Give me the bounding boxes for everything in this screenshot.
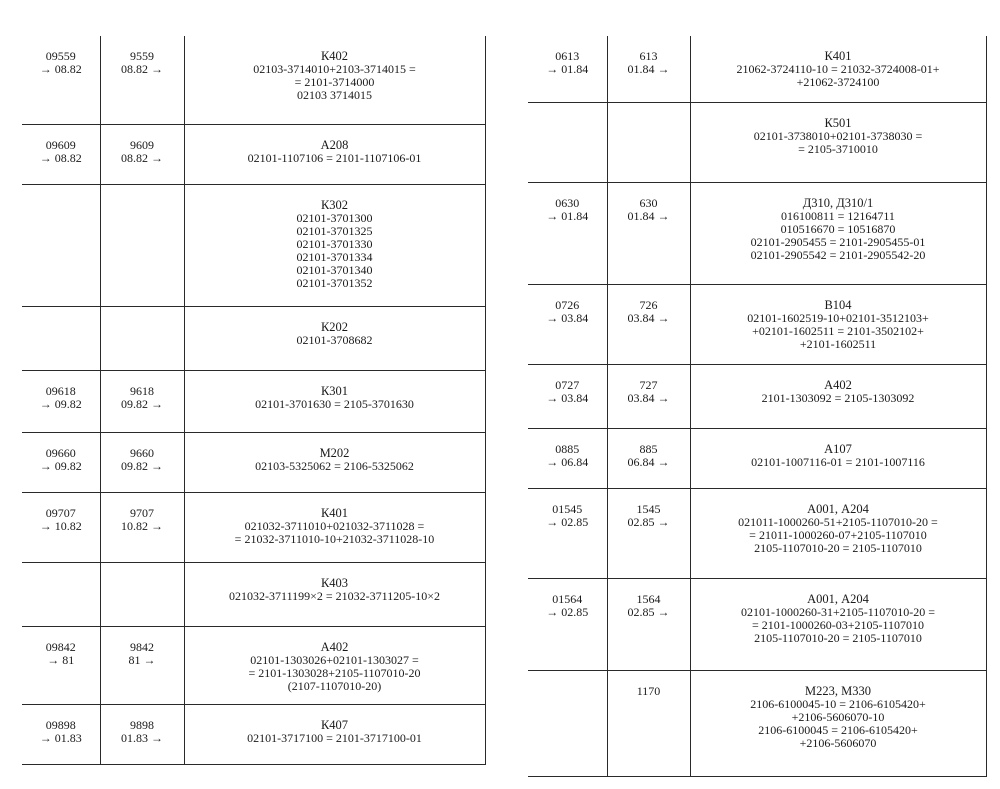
part-number-line: 02101-1007116-01 = 2101-1007116 <box>751 454 925 469</box>
table-row <box>22 492 485 562</box>
pin-number: 9660 <box>130 445 154 460</box>
table-row <box>528 578 986 670</box>
right-column-table <box>528 36 987 777</box>
pin-number: 0885 <box>555 441 580 456</box>
new-number-cell <box>607 488 690 578</box>
part-number-line: 02101-3701300 <box>296 210 373 225</box>
part-number-line: +21062-3724100 <box>796 75 880 89</box>
part-code: А001, А204 <box>807 501 869 516</box>
date-change: → 01.84 <box>546 62 589 76</box>
table-row <box>22 306 485 370</box>
part-number-line: 02101-1107106 = 2101-1107106-01 <box>247 150 422 165</box>
date-change: → 10.82 <box>39 518 82 533</box>
part-code: А001, А204 <box>807 591 869 606</box>
new-number-cell <box>100 626 184 704</box>
part-number-line: 02101-3701340 <box>296 262 373 277</box>
content-cell <box>690 428 986 488</box>
part-code: К407 <box>320 717 349 732</box>
part-number-line: 21062-3724110-10 = 21032-3724008-01+ <box>736 62 940 76</box>
content-cell <box>184 124 485 184</box>
part-number-line: = 2105-3710010 <box>798 141 878 156</box>
old-number-cell <box>22 704 100 764</box>
part-number-line: 2105-1107010-20 = 2105-1107010 <box>754 630 922 645</box>
part-number-line: 02101-3701334 <box>296 249 373 264</box>
new-number-cell <box>607 428 690 488</box>
pin-number: 0613 <box>555 49 580 63</box>
part-number-line: 02101-3738010+02101-3738030 = <box>753 128 923 143</box>
date-change: 02.85 → <box>627 514 670 529</box>
part-number-line: 02101-1602519-10+02101-3512103+ <box>747 310 929 325</box>
content-cell <box>690 102 986 182</box>
part-code: К202 <box>320 319 349 334</box>
table-row <box>528 488 986 578</box>
new-number-cell <box>607 364 690 428</box>
date-change: 01.83 → <box>121 730 163 745</box>
date-change: 03.84 → <box>627 310 670 325</box>
new-number-cell <box>607 578 690 670</box>
part-number-line: 02101-3701630 = 2105-3701630 <box>255 396 414 411</box>
pin-number: 1170 <box>636 683 661 698</box>
part-number-line: 02103-5325062 = 2106-5325062 <box>255 458 414 473</box>
date-change: → 09.82 <box>39 458 82 473</box>
date-change: 08.82 → <box>121 150 163 165</box>
table-row <box>528 284 986 364</box>
table-row <box>22 562 485 626</box>
date-change: 01.84 → <box>627 62 670 76</box>
new-number-cell <box>607 36 690 102</box>
date-change: → 08.82 <box>39 150 82 165</box>
pin-number: 09842 <box>45 639 76 654</box>
old-number-cell <box>22 562 100 626</box>
content-cell <box>184 492 485 562</box>
old-number-cell <box>22 626 100 704</box>
part-number-line: 02101-3717100 = 2101-3717100-01 <box>247 730 422 745</box>
part-number-line: 02101-1000260-31+2105-1107010-20 = <box>740 604 936 619</box>
part-number-line: 02101-1303026+02101-1303027 = <box>250 652 419 667</box>
new-number-cell <box>100 432 184 492</box>
content-cell <box>184 626 485 704</box>
part-code: М223, М330 <box>805 683 871 698</box>
new-number-cell <box>100 704 184 764</box>
part-number-line: 02103 3714015 <box>297 88 372 102</box>
part-code: А107 <box>824 441 852 456</box>
part-number-line: 02101-3701330 <box>296 236 373 251</box>
new-number-cell <box>100 370 184 432</box>
new-number-cell <box>607 182 690 284</box>
pin-number: 09707 <box>45 505 76 520</box>
date-change: 09.82 → <box>121 458 163 473</box>
part-number-line: 2106-6100045-10 = 2106-6105420+ <box>750 696 926 711</box>
date-change: → 08.82 <box>39 62 82 76</box>
part-code: К401 <box>320 505 349 520</box>
content-cell <box>184 370 485 432</box>
table-row <box>528 102 986 182</box>
date-change: 03.84 → <box>627 390 670 405</box>
date-change: → 03.84 <box>546 310 589 325</box>
new-number-cell <box>100 562 184 626</box>
table-row <box>22 626 485 704</box>
date-change: 09.82 → <box>121 396 163 411</box>
pin-number: 885 <box>639 441 658 456</box>
table-row <box>22 184 485 306</box>
date-change: → 02.85 <box>546 604 589 619</box>
old-number-cell <box>528 102 607 182</box>
old-number-cell <box>528 578 607 670</box>
pin-number: 613 <box>639 49 658 63</box>
part-code: К301 <box>320 383 349 398</box>
part-number-line: +2106-5606070-10 <box>791 709 885 724</box>
part-number-line: = 2101-1303028+2105-1107010-20 <box>248 665 421 680</box>
pin-number: 0727 <box>555 377 580 392</box>
table-row <box>528 36 986 102</box>
pin-number: 09660 <box>45 445 76 460</box>
new-number-cell <box>100 184 184 306</box>
right-table-body <box>528 36 986 776</box>
old-number-cell <box>22 306 100 370</box>
table-row <box>528 428 986 488</box>
part-number-line: 2101-1303092 = 2105-1303092 <box>761 390 915 405</box>
part-number-line: = 21011-1000260-07+2105-1107010 <box>749 527 927 542</box>
part-number-line: 02101-2905455 = 2101-2905455-01 <box>750 234 926 249</box>
pin-number: 0726 <box>555 297 580 312</box>
pin-number: 9842 <box>130 639 154 654</box>
content-cell <box>690 670 986 776</box>
part-code: К302 <box>320 197 349 212</box>
content-cell <box>184 306 485 370</box>
new-number-cell <box>607 670 690 776</box>
left-table-body <box>22 36 485 764</box>
old-number-cell <box>22 124 100 184</box>
old-number-cell <box>22 184 100 306</box>
date-change: 06.84 → <box>627 454 670 469</box>
pin-number: 1545 <box>636 501 661 516</box>
old-number-cell <box>528 488 607 578</box>
old-number-cell <box>528 428 607 488</box>
part-number-line: +02101-1602511 = 2101-3502102+ <box>752 323 924 338</box>
table-row <box>528 364 986 428</box>
old-number-cell <box>22 492 100 562</box>
date-change: 02.85 → <box>627 604 670 619</box>
part-number-line: 02101-3701325 <box>296 223 373 238</box>
part-number-line: 02101-2905542 = 2101-2905542-20 <box>750 247 926 262</box>
new-number-cell <box>100 36 184 124</box>
part-number-line: = 21032-3711010-10+21032-3711028-10 <box>234 531 435 546</box>
date-change: → 09.82 <box>39 396 82 411</box>
part-number-line: 016100811 = 12164711 <box>781 208 895 223</box>
content-cell <box>690 364 986 428</box>
date-change: → 81 <box>47 652 75 667</box>
content-cell <box>184 432 485 492</box>
left-column-table <box>22 36 486 765</box>
part-number-line: 010516670 = 10516870 <box>780 221 896 236</box>
table-row <box>22 432 485 492</box>
date-change: → 06.84 <box>546 454 589 469</box>
part-code: К501 <box>824 115 852 130</box>
content-cell <box>690 182 986 284</box>
part-code: А402 <box>824 377 852 392</box>
part-number-line: 02101-3701352 <box>296 275 373 290</box>
table-row <box>22 704 485 764</box>
part-code: А402 <box>320 639 349 654</box>
old-number-cell <box>528 182 607 284</box>
part-number-line: 02103-3714010+2103-3714015 = <box>253 62 416 76</box>
old-number-cell <box>22 36 100 124</box>
old-number-cell <box>528 284 607 364</box>
part-number-line: 02101-3708682 <box>296 332 373 347</box>
new-number-cell <box>100 492 184 562</box>
pin-number: 9898 <box>130 717 154 732</box>
old-number-cell <box>22 432 100 492</box>
old-number-cell <box>528 364 607 428</box>
new-number-cell <box>100 124 184 184</box>
part-code: Д310, Д310/1 <box>802 195 874 210</box>
new-number-cell <box>607 284 690 364</box>
pin-number: 09898 <box>45 717 76 732</box>
part-number-line: 2106-6100045 = 2106-6105420+ <box>758 722 918 737</box>
new-number-cell <box>607 102 690 182</box>
part-number-line: 021032-3711010+021032-3711028 = <box>244 518 425 533</box>
part-number-line: = 2101-1000260-03+2105-1107010 <box>751 617 925 632</box>
part-number-line: +2101-1602511 <box>799 336 877 351</box>
date-change: 08.82 → <box>121 62 163 76</box>
pin-number: 9559 <box>130 49 154 63</box>
part-code: К402 <box>320 49 349 63</box>
content-cell <box>690 36 986 102</box>
pin-number: 09618 <box>45 383 76 398</box>
part-code: К403 <box>320 575 349 590</box>
content-cell <box>184 562 485 626</box>
date-change: 10.82 → <box>121 518 163 533</box>
part-number-line: 021032-3711199×2 = 21032-3711205-10×2 <box>229 588 440 603</box>
pin-number: 727 <box>639 377 658 392</box>
pin-number: 01545 <box>552 501 583 516</box>
pin-number: 09559 <box>45 49 76 63</box>
pin-number: 0630 <box>555 195 580 210</box>
pin-number: 630 <box>639 195 658 210</box>
table-row <box>22 370 485 432</box>
date-change: → 02.85 <box>546 514 589 529</box>
table-row <box>22 36 485 124</box>
date-change: 81 → <box>128 652 156 667</box>
part-code: В104 <box>824 297 852 312</box>
date-change: → 01.84 <box>546 208 589 223</box>
pin-number: 9618 <box>130 383 154 398</box>
part-number-line: +2106-5606070 <box>799 735 877 750</box>
part-code: К401 <box>824 49 852 63</box>
content-cell <box>690 284 986 364</box>
old-number-cell <box>528 36 607 102</box>
content-cell <box>184 704 485 764</box>
part-number-line: = 2101-3714000 <box>294 75 375 89</box>
part-number-line: 021011-1000260-51+2105-1107010-20 = <box>738 514 938 529</box>
pin-number: 01564 <box>552 591 583 606</box>
part-code: М202 <box>319 445 350 460</box>
content-cell <box>184 184 485 306</box>
date-change: → 01.83 <box>39 730 82 745</box>
pin-number: 9609 <box>130 137 154 152</box>
part-number-line: 2105-1107010-20 = 2105-1107010 <box>754 540 922 555</box>
old-number-cell <box>528 670 607 776</box>
table-row <box>528 182 986 284</box>
part-code: А208 <box>320 137 349 152</box>
date-change: 01.84 → <box>627 208 670 223</box>
content-cell <box>184 36 485 124</box>
table-row <box>22 124 485 184</box>
new-number-cell <box>100 306 184 370</box>
table-row <box>528 670 986 776</box>
part-number-line: (2107-1107010-20) <box>287 678 382 693</box>
pin-number: 726 <box>639 297 658 312</box>
content-cell <box>690 578 986 670</box>
pin-number: 09609 <box>45 137 76 152</box>
content-cell <box>690 488 986 578</box>
pin-number: 1564 <box>636 591 661 606</box>
old-number-cell <box>22 370 100 432</box>
date-change: → 03.84 <box>546 390 589 405</box>
pin-number: 9707 <box>130 505 154 520</box>
